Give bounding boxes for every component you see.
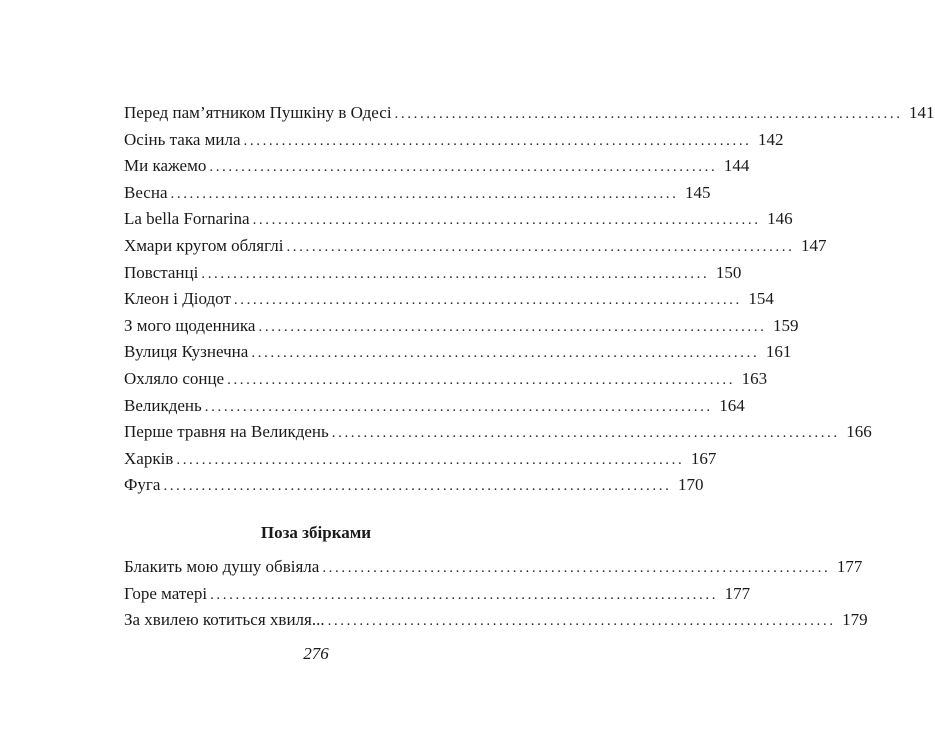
dot-leader: ................................................................................ [170, 185, 679, 202]
toc-entry-page: 161 [765, 342, 792, 362]
dot-leader: ................................................................................ [331, 425, 840, 442]
toc-entry-title: Повстанці [124, 262, 199, 282]
toc-entry[interactable] [124, 581, 751, 608]
toc-entry-title: Харків [124, 448, 174, 468]
toc-entry[interactable] [124, 339, 792, 366]
toc-entry-title: Блакить мою душу обвіяла [124, 557, 320, 576]
toc-entry-title: Клеон і Діодот [124, 289, 231, 309]
toc-entry-page: 170 [677, 475, 704, 495]
dot-leader: ................................................................................ [201, 265, 710, 282]
toc-entry-title: Охляло сонце [124, 368, 225, 388]
section-heading: Поза збірками [260, 523, 372, 542]
toc-entry-page: 150 [715, 262, 742, 282]
dot-leader: ................................................................................ [210, 586, 719, 603]
dot-leader: ................................................................................ [322, 560, 831, 576]
dot-leader: ................................................................................ [258, 318, 767, 335]
toc-entry-page: 159 [772, 315, 799, 335]
toc-entry[interactable] [124, 607, 868, 634]
toc-entry-title: Перед пам’ятником Пушкіну в Одесі [124, 103, 392, 122]
table-of-contents [124, 100, 935, 499]
toc-entry[interactable] [124, 393, 745, 420]
toc-entry[interactable] [124, 446, 717, 473]
toc-entry[interactable] [124, 554, 863, 581]
toc-entry-title: За хвилею котиться хвиля... [124, 610, 325, 630]
toc-entry-title: Осінь така мила [124, 129, 241, 149]
toc-entry[interactable] [124, 313, 799, 340]
toc-entry-title: Фуга [124, 475, 161, 495]
dot-leader: ................................................................................ [163, 478, 672, 495]
toc-entry-page: 179 [842, 610, 868, 630]
toc-entry-title: Великдень [124, 395, 202, 415]
toc-entry-page: 145 [685, 182, 711, 202]
toc-entry-page: 141 [909, 103, 935, 122]
dot-leader: ................................................................................ [327, 613, 836, 630]
toc-entry-title: La bella Fornarina [124, 209, 250, 229]
toc-entry[interactable] [124, 419, 872, 446]
dot-leader: ................................................................................ [209, 159, 718, 176]
dot-leader: ................................................................................ [176, 451, 685, 468]
toc-entry-title: Ми кажемо [124, 156, 207, 176]
toc-entry-title: З мого щоденника [124, 315, 256, 335]
toc-entry[interactable] [124, 100, 935, 127]
toc-entry-page: 164 [719, 395, 745, 415]
dot-leader: ................................................................................ [243, 132, 752, 149]
toc-entry[interactable] [124, 206, 793, 233]
table-of-contents-extra [124, 554, 868, 634]
toc-entry[interactable] [124, 127, 784, 154]
toc-entry-page: 144 [723, 156, 750, 176]
toc-entry[interactable] [124, 286, 774, 313]
toc-entry-title: Перше травня на Великдень [124, 422, 329, 442]
toc-entry-page: 147 [800, 235, 827, 255]
dot-leader: ................................................................................ [233, 292, 742, 309]
toc-entry-page: 177 [724, 583, 751, 603]
toc-entry-page: 177 [836, 557, 863, 576]
dot-leader: ................................................................................ [286, 238, 795, 255]
toc-entry-page: 163 [741, 368, 768, 388]
dot-leader: ................................................................................ [251, 345, 760, 362]
toc-entry-page: 167 [690, 448, 717, 468]
toc-entry[interactable] [124, 233, 827, 260]
toc-entry-page: 146 [767, 209, 793, 229]
toc-entry-page: 166 [846, 422, 872, 442]
toc-entry[interactable] [124, 180, 711, 207]
dot-leader: ................................................................................ [204, 398, 713, 415]
toc-entry-page: 154 [748, 289, 774, 309]
dot-leader: ................................................................................ [227, 371, 736, 388]
toc-entry-page: 142 [758, 129, 784, 149]
dot-leader: ................................................................................ [252, 212, 761, 229]
toc-entry[interactable] [124, 472, 704, 499]
toc-entry[interactable] [124, 366, 768, 393]
toc-entry[interactable] [124, 260, 742, 287]
toc-entry-title: Хмари кругом обляглі [124, 235, 284, 255]
toc-entry-title: Горе матері [124, 583, 208, 603]
toc-entry-title: Вулиця Кузнечна [124, 342, 249, 362]
toc-entry[interactable] [124, 153, 750, 180]
dot-leader: ................................................................................ [394, 106, 903, 122]
page-number: 276 [303, 644, 329, 663]
toc-entry-title: Весна [124, 182, 168, 202]
